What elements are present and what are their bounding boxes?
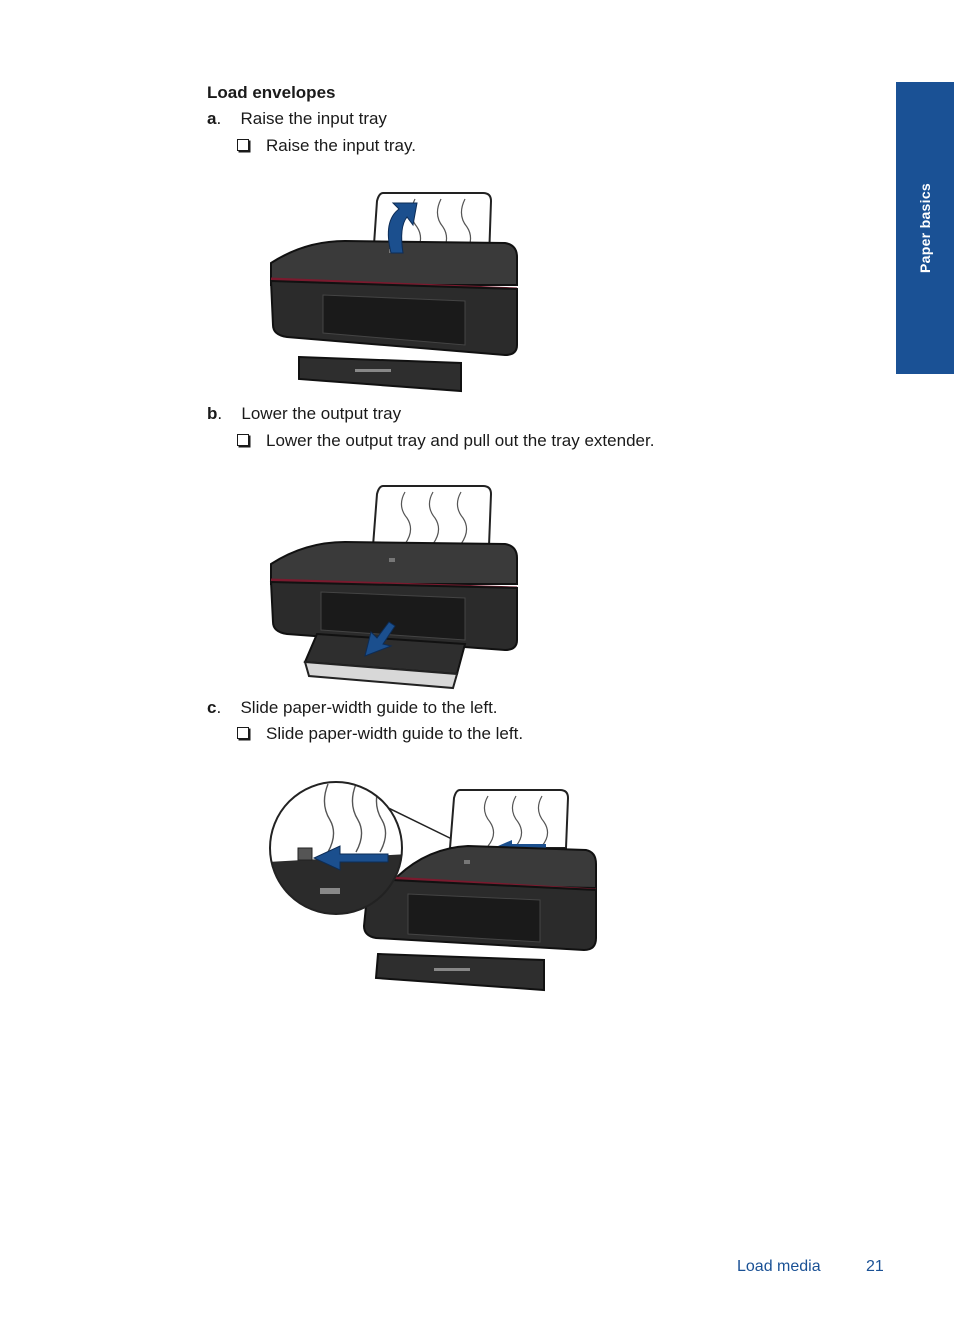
step-text: Slide paper-width guide to the left. <box>240 698 498 717</box>
step-c-substep <box>237 724 523 744</box>
step-a-substep <box>237 136 416 156</box>
substep-text: Lower the output tray and pull out the tray extender. <box>266 431 655 450</box>
step-a <box>207 109 387 129</box>
printer-paper-width-guide-illustration <box>268 778 602 994</box>
step-dot: . <box>216 109 222 128</box>
section-title: Load envelopes <box>207 83 336 102</box>
printer-lower-output-tray-illustration <box>265 484 523 690</box>
substep-text: Slide paper-width guide to the left. <box>266 724 524 743</box>
step-text: Lower the output tray <box>241 404 402 423</box>
step-letter: b <box>207 404 218 423</box>
checkbox-icon <box>237 727 249 739</box>
step-letter: a <box>207 109 217 128</box>
side-tab-label: Paper basics <box>917 183 933 273</box>
step-b-substep <box>237 431 654 451</box>
step-dot: . <box>217 404 223 423</box>
footer-page-number: 21 <box>866 1258 884 1275</box>
step-letter: c <box>207 698 217 717</box>
substep-text: Raise the input tray. <box>266 136 416 155</box>
step-b <box>207 404 401 424</box>
step-dot: . <box>216 698 222 717</box>
footer-section-name: Load media <box>737 1258 821 1275</box>
side-tab <box>896 82 954 374</box>
step-text: Raise the input tray <box>240 109 387 128</box>
printer-raise-input-tray-illustration <box>265 185 523 397</box>
step-c <box>207 698 498 718</box>
checkbox-icon <box>237 434 249 446</box>
checkbox-icon <box>237 139 249 151</box>
